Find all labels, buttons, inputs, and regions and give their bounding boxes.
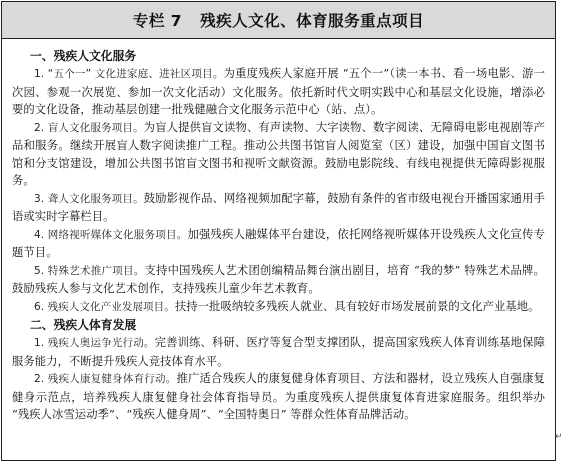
item-body: 鼓励影视作品、网络视频加配字幕，鼓励有条件的省市级电视台开播国家通用手语或实时字幕栏目。 (12, 191, 545, 223)
list-item (12, 65, 545, 119)
item-lead: 1. “五个一” 文化进家庭、进社区项目。 (34, 68, 224, 80)
corner-mark: ↵ (555, 432, 563, 442)
item-body: 完善训练、科研、医疗等复合型支撑团队，提高国家残疾人体育训练基地保障服务能力，不断提升残疾人竞技体育水平。 (12, 336, 546, 368)
item-body: 推广适合残疾人的康复健身体育项目、方法和器材，设立残疾人自强康复健身示范点，培养残疾人康复健身社会体育指导员。为重度残疾人提供康复体育进家庭服务。组织举办 “残疾人冰雪运动季”、“残疾人健身周”、“全国特奥日” 等群众性体育品牌活动。 (12, 372, 546, 421)
list-item (12, 226, 545, 262)
box-title: 残疾人文化、体育服务重点项目 (200, 12, 425, 30)
list-item (12, 190, 545, 226)
item-body: 为盲人提供盲文读物、有声读物、大字读物、数字阅读、无障碍电影电视剧等产品和服务。继续开展盲人数字阅读推广工程。推动公共图书馆盲人阅览室（区）建设，加强中国盲文图书馆和分支馆建设，增加公共图书馆盲文图书和视听文献资源。鼓励电影院线、有线电视提供无障碍影视服务。 (12, 120, 545, 187)
box-content (2, 39, 555, 424)
list-item (12, 334, 545, 370)
item-body: 扶持一批吸纳较多残疾人就业、具有较好市场发展前景的文化产业基地。 (174, 299, 540, 313)
feature-box (1, 1, 556, 461)
box-header (2, 2, 555, 39)
list-item (12, 370, 545, 424)
list-item (12, 262, 545, 298)
box-label: 专栏 7 (132, 12, 183, 30)
item-body: 为重度残疾人家庭开展 “五个一”（读一本书、看一场电影、游一次园、参观一次展览、参加一次文化活动）文化服务。依托新时代文明实践中心和基层文化设施，增添必要的文化设备，推动基层创建一批残健融合文化服务示范中心（站、点）。 (12, 67, 545, 116)
list-item (12, 298, 545, 317)
item-body: 支持中国残疾人艺术团创编精品舞台演出剧目，培育 “我的梦” 特殊艺术品牌。鼓励残疾人参与文化艺术创作，支持残疾儿童少年艺术教育。 (12, 263, 545, 295)
list-item (12, 119, 545, 190)
item-lead: 4. 网络视听媒体文化服务项目。 (34, 228, 188, 241)
section-heading-sports: 二、残疾人体育发展 (30, 318, 137, 332)
item-lead: 6. 残疾人文化产业发展项目。 (34, 300, 175, 313)
item-lead: 5. 特殊艺术推广项目。 (34, 264, 145, 277)
item-body: 加强残疾人融媒体平台建设，依托网络视听媒体开设残疾人文化宣传专题节目。 (12, 227, 545, 259)
item-lead: 1. 残疾人奥运争光行动。 (34, 337, 155, 349)
item-lead: 3. 聋人文化服务项目。 (34, 192, 144, 205)
item-lead: 2. 残疾人康复健身体育行动。 (34, 373, 177, 385)
section-heading-culture: 一、残疾人文化服务 (30, 49, 137, 63)
item-lead: 2. 盲人文化服务项目。 (34, 121, 144, 134)
